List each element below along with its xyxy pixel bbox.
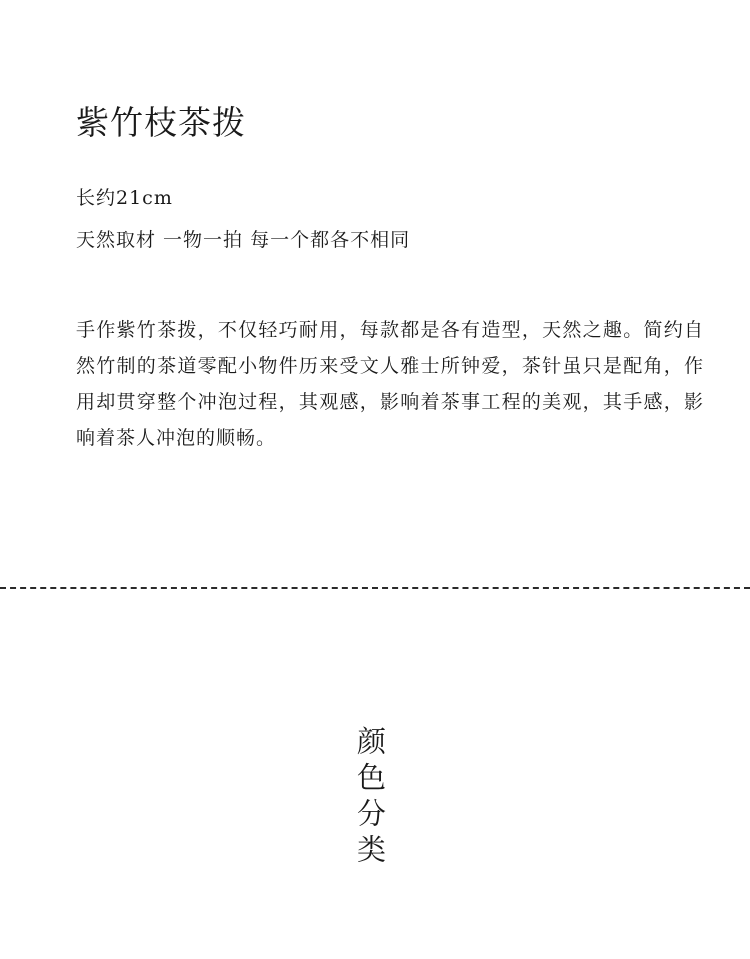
section-divider <box>0 587 750 589</box>
product-title: 紫竹枝茶拨 <box>76 103 246 142</box>
product-material-note: 天然取材 一物一拍 每一个都各不相同 <box>76 229 411 251</box>
color-category-heading: 颜色分类 <box>353 726 387 870</box>
product-length: 长约21cm <box>76 187 173 209</box>
product-description: 手作紫竹茶拨，不仅轻巧耐用，每款都是各有造型，天然之趣。简约自然竹制的茶道零配小物件历来受文人雅士所钟爱，茶针虽只是配角，作用却贯穿整个冲泡过程，其观感，影响着茶事工程的美观，其手感，影响着茶人冲泡的顺畅。 <box>76 319 704 449</box>
